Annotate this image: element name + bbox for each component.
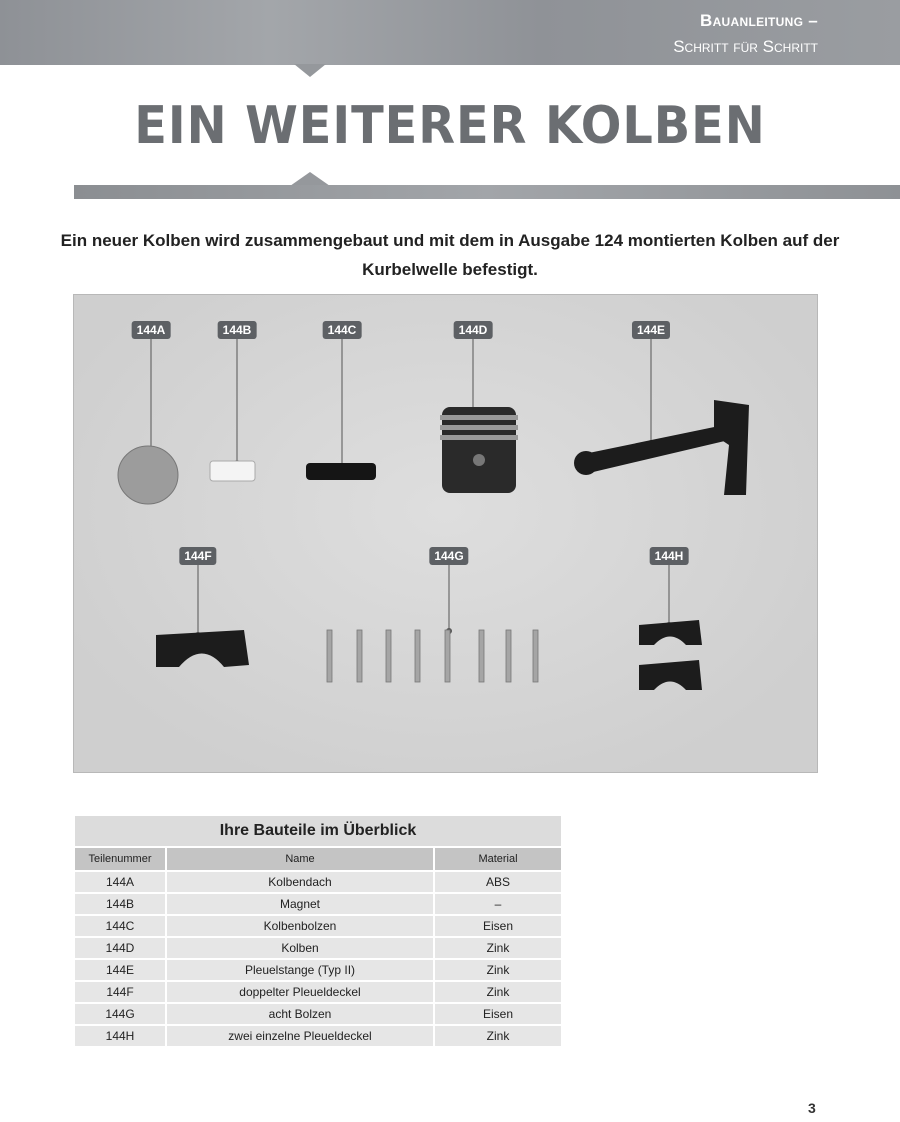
table-caption: Ihre Bauteile im Überblick bbox=[74, 815, 562, 847]
section-line-1: Bauanleitung – bbox=[700, 11, 818, 30]
part-label-144c: 144C bbox=[323, 321, 362, 339]
cell-part-number: 144F bbox=[74, 981, 166, 1003]
table-row bbox=[74, 1025, 562, 1047]
part-label-144a: 144A bbox=[132, 321, 171, 339]
cell-name: Kolbendach bbox=[166, 871, 434, 893]
header-notch bbox=[294, 64, 326, 77]
section-line-2: Schritt für Schritt bbox=[673, 37, 818, 56]
title-rule-notch bbox=[290, 172, 330, 186]
cell-material: ABS bbox=[434, 871, 562, 893]
cell-part-number: 144H bbox=[74, 1025, 166, 1047]
bolts bbox=[327, 630, 538, 682]
part-label-144e: 144E bbox=[632, 321, 670, 339]
magnet bbox=[210, 461, 255, 481]
page-number: 3 bbox=[808, 1100, 816, 1116]
cell-part-number: 144C bbox=[74, 915, 166, 937]
cell-material: Eisen bbox=[434, 915, 562, 937]
part-label-144b: 144B bbox=[218, 321, 257, 339]
cell-material: – bbox=[434, 893, 562, 915]
table-row bbox=[74, 937, 562, 959]
table-row bbox=[74, 871, 562, 893]
intro-text: Ein neuer Kolben wird zusammengebaut und mit dem in Ausgabe 124 montierten Kolben auf der Kurbelwelle befestigt. bbox=[60, 231, 840, 279]
page-title: EIN WEITERER KOLBEN bbox=[134, 96, 766, 156]
col-header-name: Name bbox=[166, 847, 434, 871]
part-label-144d: 144D bbox=[454, 321, 493, 339]
cell-name: acht Bolzen bbox=[166, 1003, 434, 1025]
table-row bbox=[74, 959, 562, 981]
double-rod-cap bbox=[156, 630, 249, 667]
cell-part-number: 144B bbox=[74, 893, 166, 915]
section-heading bbox=[673, 8, 818, 60]
cell-name: Magnet bbox=[166, 893, 434, 915]
cell-part-number: 144G bbox=[74, 1003, 166, 1025]
piston-crown bbox=[118, 446, 178, 504]
table-row bbox=[74, 915, 562, 937]
parts-illustration bbox=[74, 295, 819, 774]
single-rod-caps bbox=[639, 620, 702, 690]
cell-name: doppelter Pleueldeckel bbox=[166, 981, 434, 1003]
cell-name: Kolbenbolzen bbox=[166, 915, 434, 937]
cell-material: Zink bbox=[434, 1025, 562, 1047]
col-header-part-number: Teilenummer bbox=[74, 847, 166, 871]
cell-name: Kolben bbox=[166, 937, 434, 959]
cell-material: Zink bbox=[434, 959, 562, 981]
cell-name: zwei einzelne Pleueldeckel bbox=[166, 1025, 434, 1047]
part-label-144h: 144H bbox=[650, 547, 689, 565]
cell-material: Zink bbox=[434, 981, 562, 1003]
cell-material: Eisen bbox=[434, 1003, 562, 1025]
connecting-rod bbox=[574, 400, 749, 495]
part-label-144g: 144G bbox=[429, 547, 468, 565]
table-row bbox=[74, 893, 562, 915]
cell-name: Pleuelstange (Typ II) bbox=[166, 959, 434, 981]
parts-table bbox=[73, 814, 563, 1048]
parts-photo bbox=[73, 294, 818, 773]
part-label-144f: 144F bbox=[179, 547, 216, 565]
table-row bbox=[74, 1003, 562, 1025]
cell-part-number: 144D bbox=[74, 937, 166, 959]
table-row bbox=[74, 981, 562, 1003]
col-header-material: Material bbox=[434, 847, 562, 871]
piston bbox=[440, 407, 518, 493]
cell-part-number: 144E bbox=[74, 959, 166, 981]
title-rule bbox=[74, 185, 900, 199]
cell-material: Zink bbox=[434, 937, 562, 959]
piston-pin bbox=[306, 463, 376, 480]
cell-part-number: 144A bbox=[74, 871, 166, 893]
